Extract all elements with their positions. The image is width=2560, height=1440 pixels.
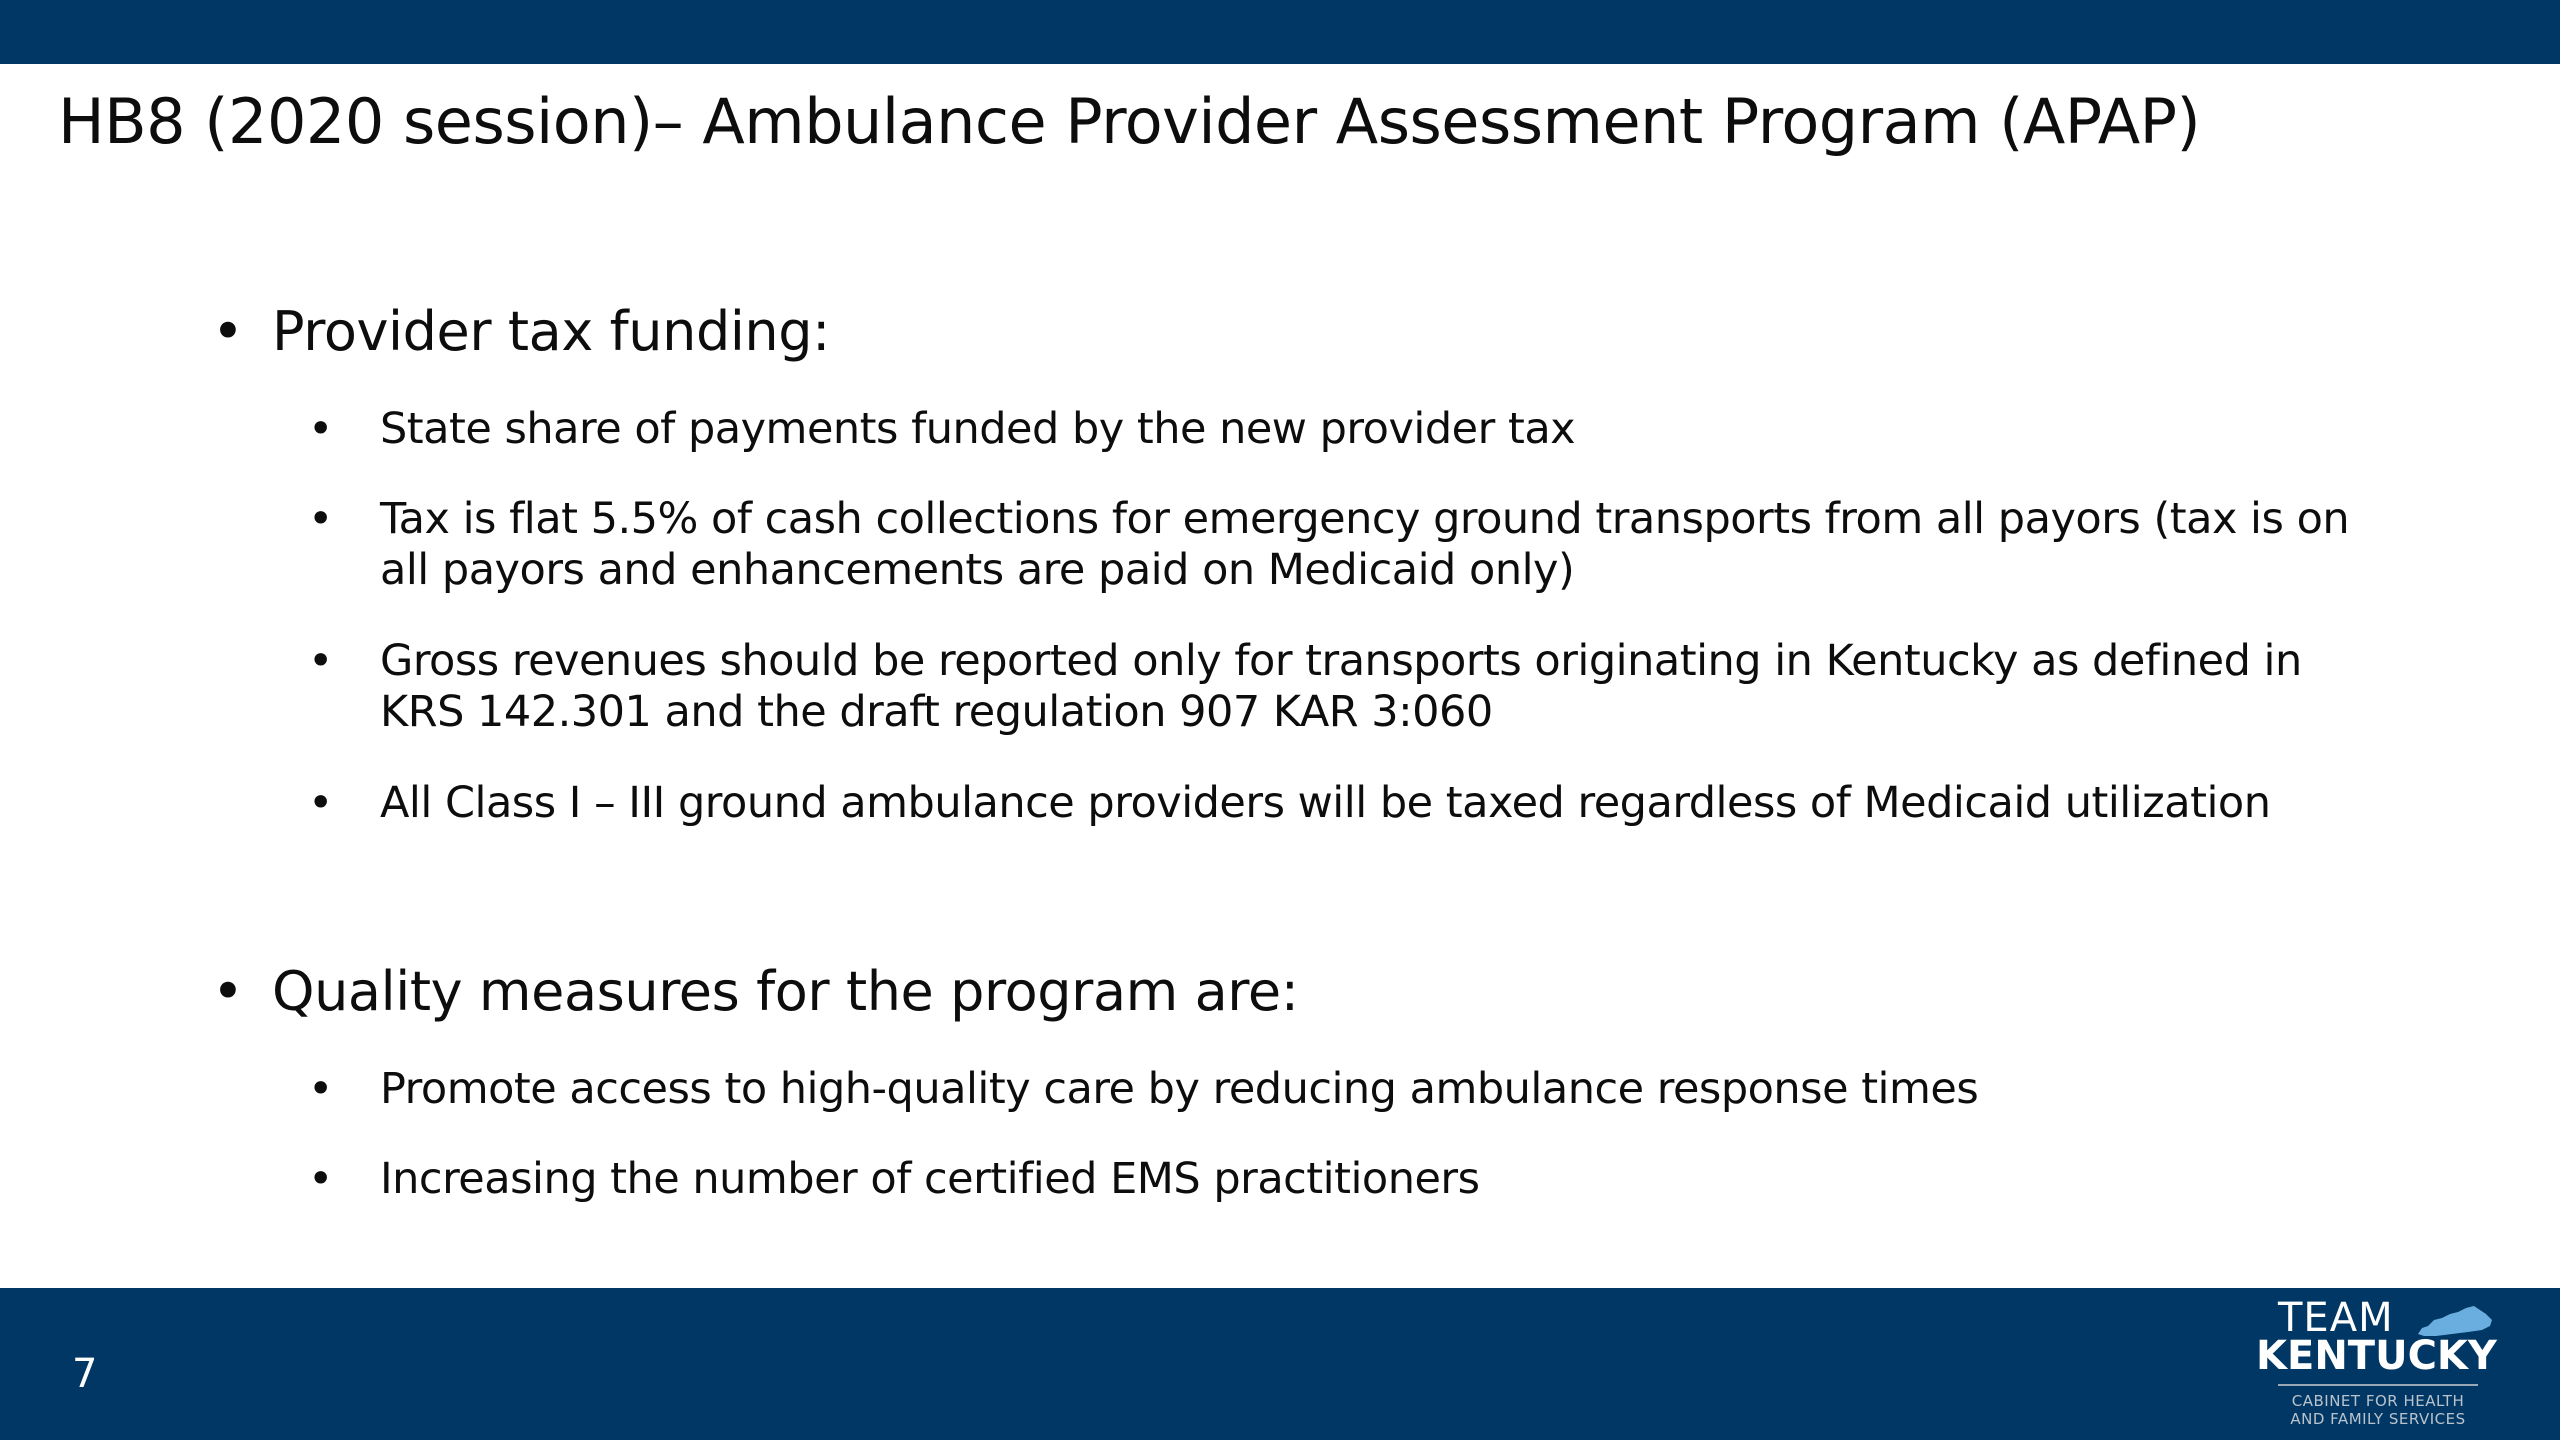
logo-subtitle-line1: CABINET FOR HEALTH: [2291, 1392, 2465, 1410]
logo-subtitle-line2: AND FAMILY SERVICES: [2290, 1410, 2466, 1428]
bullet-icon: •: [308, 1154, 333, 1204]
bullet-icon: •: [308, 778, 333, 828]
list-item-text: Promote access to high-quality care by reducing ambulance response times: [380, 1064, 1979, 1114]
list-item: [308, 1154, 2368, 1205]
section-heading-text: Provider tax funding:: [272, 300, 830, 363]
list-item: [308, 1064, 2368, 1115]
bullet-icon: •: [212, 960, 244, 1023]
list-item-text: Increasing the number of certified EMS practitioners: [380, 1154, 1480, 1204]
bottom-bar: [0, 1288, 2560, 1440]
bullet-icon: •: [308, 494, 333, 544]
list-item: [308, 494, 2368, 596]
slide-title: HB8 (2020 session)– Ambulance Provider Assessment Program (APAP): [58, 85, 2201, 158]
list-item: [308, 636, 2368, 738]
list-item-text: State share of payments funded by the new provider tax: [380, 404, 1576, 454]
team-kentucky-logo: [2238, 1296, 2518, 1436]
bullet-icon: •: [212, 300, 244, 363]
section-heading-text: Quality measures for the program are:: [272, 960, 1299, 1023]
logo-team-text: TEAM: [2278, 1295, 2394, 1341]
list-item-text: Gross revenues should be reported only for transports originating in Kentucky as defined in KRS 142.301 and the draft regulation 907 KAR 3:060: [380, 636, 2302, 737]
bullet-icon: •: [308, 404, 333, 454]
list-item-text: Tax is flat 5.5% of cash collections for emergency ground transports from all payors (tax is on all payors and enhancements are paid on Medicaid only): [380, 494, 2350, 595]
page-number: 7: [72, 1351, 98, 1397]
bullet-icon: •: [308, 636, 333, 686]
logo-divider: [2278, 1384, 2478, 1386]
list-item: [308, 778, 2368, 829]
bullet-icon: •: [308, 1064, 333, 1114]
list-item-text: All Class I – III ground ambulance providers will be taxed regardless of Medicaid utilization: [380, 778, 2271, 828]
logo-kentucky-text: KENTUCKY: [2256, 1333, 2497, 1379]
list-item: [308, 404, 2368, 455]
